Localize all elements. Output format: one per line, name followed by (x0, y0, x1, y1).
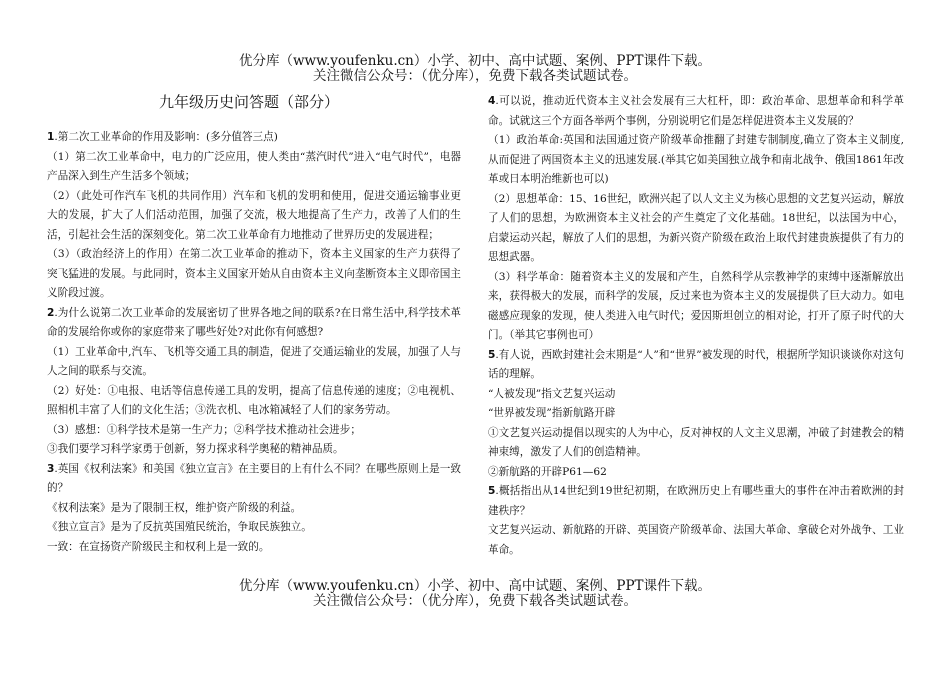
paragraph-text: ②新航路的开辟P61—62 (488, 465, 607, 478)
question-paragraph (47, 460, 461, 499)
question-paragraph (47, 128, 461, 148)
header-banner (0, 54, 950, 84)
paragraph-text: ①文艺复兴运动提倡以现实的人为中心，反对神权的人文主义思潮，冲破了封建教会的精神束缚，激发了人们的创造精神。 (488, 426, 904, 458)
answer-paragraph (47, 421, 461, 441)
question-number: 3 (47, 462, 55, 475)
header-line-1: 优分库（www.youfenku.cn）小学、初中、高中试题、案例、PPT课件下载。 (238, 53, 712, 69)
question-paragraph (488, 346, 904, 385)
paragraph-text: 一致：在宣扬资产阶级民主和权利上是一致的。 (47, 540, 270, 553)
footer-line-1: 优分库（www.youfenku.cn）小学、初中、高中试题、案例、PPT课件下载。 (238, 578, 712, 594)
answer-paragraph (488, 463, 904, 483)
question-number: 2 (47, 306, 55, 319)
paragraph-text: （2）（此处可作汽车飞机的共同作用）汽车和飞机的发明和使用，促进交通运输事业更大的发展，扩大了人们活动范围，加强了交流，极大地提高了生产力，改善了人们的生活，引起社会生活的深刻变化。第二次工业革命有力地推动了世界历史的发展进程； (47, 189, 461, 241)
answer-paragraph (47, 440, 461, 460)
paragraph-text: .可以说，推动近代资本主义社会发展有三大杠杆，即：政治革命、思想革命和科学革命。试就这三个方面各举两个事例，分别说明它们是怎样促进资本主义发展的？ (488, 95, 904, 127)
paragraph-text: .英国《权利法案》和美国《独立宣言》在主要目的上有什么不同？在哪些原则上是一致的？ (47, 462, 461, 494)
answer-paragraph (47, 538, 461, 558)
question-paragraph (47, 304, 461, 343)
question-paragraph (488, 482, 904, 521)
paragraph-text: 文艺复兴运动、新航路的开辟、英国资产阶级革命、法国大革命、拿破仑对外战争、工业革命。 (488, 524, 904, 556)
paragraph-text: （1）政治革命:英国和法国通过资产阶级革命推翻了封建专制制度,确立了资本主义制度,从而促进了两国资本主义的迅速发展.(举其它如美国独立战争和南北战争、俄国1861年改革或日本明治维新也可以) (488, 134, 904, 185)
paragraph-text: “人被发现”指文艺复兴运动 (488, 387, 616, 400)
paragraph-text: （2）思想革命：15、16世纪，欧洲兴起了以人文主义为核心思想的文艺复兴运动，解放了人们的思想，为欧洲资本主义社会的产生奠定了文化基础。18世纪，以法国为中心，启蒙运动兴起，解放了人们的思想，为新兴资产阶级在政治上取代封建贵族提供了有力的思想武器。 (488, 192, 904, 263)
header-line-2: 关注微信公众号：（优分库），免费下载各类试题试卷。 (313, 68, 637, 84)
answer-paragraph (47, 499, 461, 519)
paragraph-text: .为什么说第二次工业革命的发展密切了世界各地之间的联系?在日常生活中,科学技术革命的发展给你或你的家庭带来了哪些好处?对此你有何感想? (47, 306, 461, 338)
paragraph-text: （1）第二次工业革命中，电力的广泛应用，使人类由“蒸汽时代”进入“电气时代”，电器产品深入到生产生活多个领域； (47, 150, 461, 182)
paragraph-text: .概括指出从14世纪到19世纪初期，在欧洲历史上有哪些重大的事件在冲击着欧洲的封建秩序？ (488, 485, 904, 517)
paragraph-text: （3）感想：①科学技术是第一生产力；②科学技术推动社会进步； (47, 423, 361, 436)
question-paragraph (488, 92, 904, 131)
right-column (488, 92, 904, 560)
question-number: 4 (488, 95, 496, 107)
answer-paragraph (488, 404, 904, 424)
paragraph-text: “世界被发现”指新航路开辟 (488, 407, 616, 419)
answer-paragraph (47, 148, 461, 187)
paragraph-text: （3）科学革命：随着资本主义的发展和产生，自然科学从宗教神学的束缚中逐渐解放出来，获得极大的发展，而科学的发展，反过来也为资本主义的发展提供了巨大动力。如电磁感应现象的发现，使人类进入电气时代；爱因斯坦创立的相对论，打开了原子时代的大门。（举其它事例也可） (488, 270, 904, 341)
paragraph-text: （1）工业革命中,汽车、飞机等交通工具的制造，促进了交通运输业的发展，加强了人与人之间的联系与交流。 (47, 345, 461, 377)
footer-banner (0, 579, 950, 609)
answer-paragraph (47, 187, 461, 246)
paragraph-text: （2）好处：①电报、电话等信息传递工具的发明，提高了信息传递的速度；②电视机、照相机丰富了人们的文化生活；③洗衣机、电冰箱减轻了人们的家务劳动。 (47, 384, 461, 416)
paragraph-text: .有人说，西欧封建社会末期是“人”和“世界”被发现的时代，根据所学知识谈谈你对这句话的理解。 (488, 348, 904, 380)
answer-paragraph (488, 190, 904, 268)
paragraph-text: 《权利法案》是为了限制王权，维护资产阶级的利益。 (47, 501, 302, 514)
paragraph-text: .第二次工业革命的作用及影响：(多分值答三点) (54, 131, 278, 143)
answer-paragraph (47, 245, 461, 304)
answer-paragraph (488, 521, 904, 560)
question-number: 5 (488, 348, 496, 361)
paragraph-text: （3）（政治经济上的作用）在第二次工业革命的推动下，资本主义国家的生产力获得了突飞猛进的发展。与此同时，资本主义国家开始从自由资本主义向垄断资本主义即帝国主义阶段过渡。 (47, 248, 461, 299)
question-number: 5 (488, 485, 496, 497)
page-title: 九年级历史问答题（部分） (159, 93, 340, 111)
answer-paragraph (488, 424, 904, 463)
answer-paragraph (488, 268, 904, 346)
footer-line-2: 关注微信公众号：（优分库），免费下载各类试题试卷。 (313, 593, 637, 609)
answer-paragraph (488, 131, 904, 190)
paragraph-text: ③我们要学习科学家勇于创新，努力探求科学奥秘的精神品质。 (47, 443, 344, 455)
answer-paragraph (488, 385, 904, 405)
left-column (47, 92, 461, 557)
answer-paragraph (47, 343, 461, 382)
paragraph-text: 《独立宣言》是为了反抗英国殖民统治，争取民族独立。 (47, 521, 312, 533)
answer-paragraph (47, 382, 461, 421)
answer-paragraph (47, 518, 461, 538)
question-number: 1 (47, 131, 55, 143)
